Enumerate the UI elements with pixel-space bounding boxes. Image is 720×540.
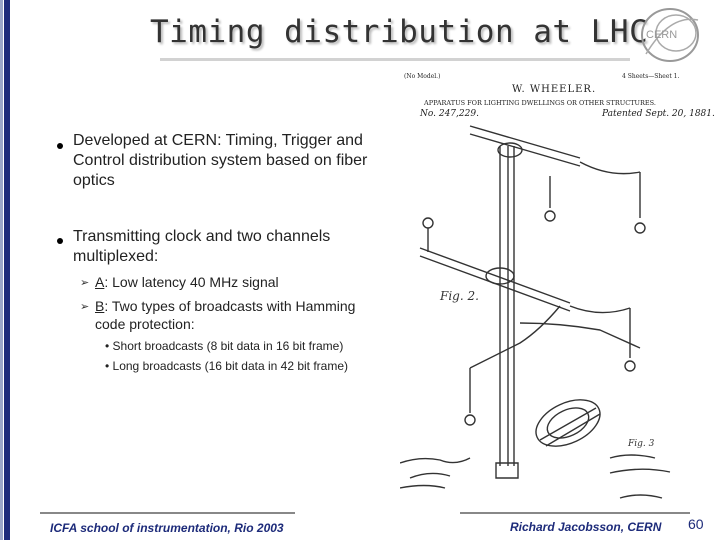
short-broadcasts-text: • Short broadcasts (8 bit data in 16 bit frame)	[105, 339, 344, 353]
arrow-bullet-icon: ➢	[80, 277, 90, 289]
accent-bar-light	[0, 0, 3, 540]
fig3-label: Fig. 3	[628, 439, 655, 449]
patent-title: APPARATUS FOR LIGHTING DWELLINGS OR OTHER STRUCTURES.	[424, 99, 656, 107]
footer-event: ICFA school of instrumentation, Rio 2003	[50, 521, 284, 535]
fig2-label: Fig. 2.	[440, 289, 479, 303]
long-broadcasts-text: • Long broadcasts (16 bit data in 42 bit frame)	[105, 359, 349, 373]
logo-text: CERN	[646, 29, 678, 41]
footer-author: Richard Jacobsson, CERN	[510, 520, 662, 534]
patent-date: Patented Sept. 20, 1881.	[602, 109, 715, 119]
footer-rule-right	[460, 512, 690, 514]
patent-inventor: W. WHEELER.	[512, 84, 597, 95]
page-number: 60	[688, 516, 704, 532]
left-accent-bar	[0, 0, 11, 540]
bullet-text: Transmitting clock and two channels multiplexed:	[73, 228, 331, 265]
bullet-dot	[57, 143, 63, 149]
patent-number: No. 247,229.	[420, 109, 479, 119]
accent-bar-dark	[4, 0, 10, 540]
channel-a-text: A: Low latency 40 MHz signal	[95, 274, 279, 290]
patent-model: (No Model.)	[404, 73, 441, 80]
patent-drawing	[400, 68, 692, 510]
channel-b-text: B: Two types of broadcasts with Hamming code protection:	[95, 298, 356, 332]
patent-sheet: 4 Sheets—Sheet 1.	[622, 73, 680, 80]
bullet-text: Developed at CERN: Timing, Trigger and Control distribution system based on fiber optics	[73, 132, 368, 189]
cern-logo	[636, 6, 704, 64]
bullet-dot	[57, 238, 63, 244]
slide-title: Timing distribution at LHC	[150, 14, 649, 50]
arrow-bullet-icon: ➢	[80, 301, 90, 313]
footer-rule-left	[40, 512, 295, 514]
title-underline	[160, 58, 630, 61]
